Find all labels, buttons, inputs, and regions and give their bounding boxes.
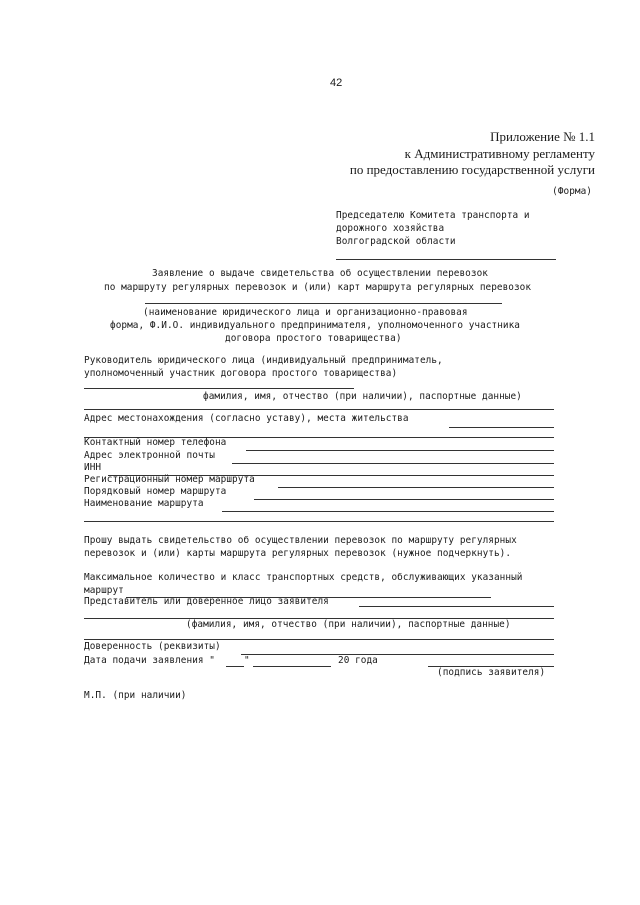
vehicles-line-2: маршрут xyxy=(84,585,124,596)
head-fio-line xyxy=(84,409,554,410)
request-line-2: перевозок и (или) карты маршрута регулярных перевозок (нужное подчеркнуть). xyxy=(84,548,512,559)
representative-field-line[interactable] xyxy=(359,606,554,607)
org-caption-line-1: (наименование юридического лица и организационно-правовая xyxy=(143,307,468,318)
org-caption-line-2: форма, Ф.И.О. индивидуального предпринимателя, уполномоченного участника xyxy=(110,320,520,331)
date-label: Дата подачи заявления " xyxy=(84,655,215,666)
addressee-line-1: Председателю Комитета транспорта и xyxy=(336,210,530,221)
head-line-1: Руководитель юридического лица (индивидуальный предприниматель, xyxy=(84,355,443,366)
seq-number-field-line[interactable] xyxy=(254,499,554,500)
date-year: 20 года xyxy=(338,655,378,666)
power-of-attorney-field-line[interactable] xyxy=(241,654,554,655)
request-line-1: Прошу выдать свидетельство об осуществлении перевозок по маршруту регулярных xyxy=(84,535,517,546)
email-label: Адрес электронной почты xyxy=(84,450,215,461)
address-field-line[interactable] xyxy=(449,427,554,428)
email-field-line[interactable] xyxy=(232,463,554,464)
appendix-line-3: по предоставлению государственной услуги xyxy=(349,162,595,177)
date-quote-close: " xyxy=(244,655,250,666)
reg-number-field-line[interactable] xyxy=(278,487,554,488)
stamp-label: М.П. (при наличии) xyxy=(84,690,187,701)
representative-label: Представитель или доверенное лицо заявителя xyxy=(84,596,329,607)
addressee-name-line xyxy=(336,259,556,260)
date-month-line[interactable] xyxy=(253,666,331,667)
org-caption-line-3: договора простого товарищества) xyxy=(225,333,402,344)
phone-field-line[interactable] xyxy=(246,450,554,451)
representative-field-line-3[interactable] xyxy=(84,639,554,640)
reg-number-label: Регистрационный номер маршрута xyxy=(84,474,255,485)
route-name-label: Наименование маршрута xyxy=(84,498,204,509)
inn-label: ИНН xyxy=(84,462,102,473)
date-day-line[interactable] xyxy=(226,666,244,667)
appendix-line-2: к Административному регламенту xyxy=(404,146,595,161)
rep-caption: (фамилия, имя, отчество (при наличии), паспортные данные) xyxy=(186,619,511,630)
appendix-line-1: Приложение № 1.1 xyxy=(490,129,595,144)
fio-caption: фамилия, имя, отчество (при наличии), паспортные данные) xyxy=(203,391,522,402)
signature-caption: (подпись заявителя) xyxy=(437,667,546,678)
org-name-line xyxy=(145,303,502,304)
addressee-line-3: Волгоградской области xyxy=(336,236,456,247)
title-line-2: по маршруту регулярных перевозок и (или) карт маршрута регулярных перевозок xyxy=(104,282,532,293)
page-number: 42 xyxy=(330,77,343,89)
seq-number-label: Порядковый номер маршрута xyxy=(84,486,227,497)
phone-label: Контактный номер телефона xyxy=(84,437,227,448)
form-label: (Форма) xyxy=(552,186,592,197)
addressee-line-2: дорожного хозяйства xyxy=(336,223,445,234)
vehicles-line-1: Максимальное количество и класс транспортных средств, обслуживающих указанный xyxy=(84,572,523,583)
route-name-field-line[interactable] xyxy=(222,511,554,512)
route-name-field-line-2[interactable] xyxy=(84,521,554,522)
power-of-attorney-label: Доверенность (реквизиты) xyxy=(84,641,221,652)
head-line-2: уполномоченный участник договора простого товарищества) xyxy=(84,368,398,379)
address-label: Адрес местонахождения (согласно уставу), места жительства xyxy=(84,413,409,424)
title-line-1: Заявление о выдаче свидетельства об осуществлении перевозок xyxy=(152,268,488,279)
head-fio-line-short xyxy=(84,388,354,389)
